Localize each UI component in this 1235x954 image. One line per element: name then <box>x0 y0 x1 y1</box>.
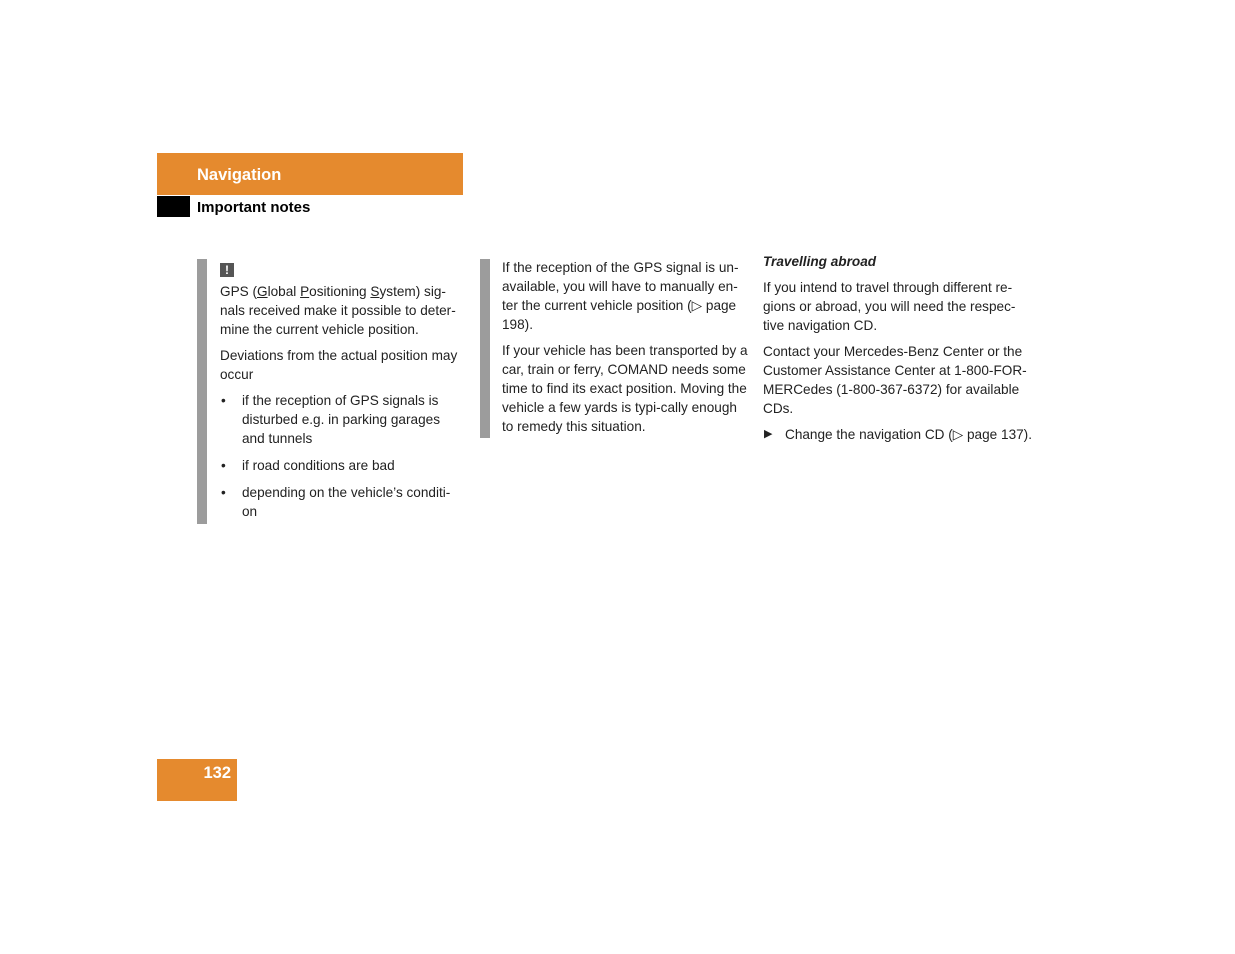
transport-paragraph: If your vehicle has been transported by a car, train or ferry, COMAND needs some time to find its exact position. Moving the vehicle a few yards is typi-cally enough to remedy this situation. <box>502 343 748 434</box>
step-arrow-icon: ▶ <box>764 428 773 440</box>
deviations-paragraph: Deviations from the actual position may occur <box>220 348 458 382</box>
section-heading: Travelling abroad <box>763 254 877 269</box>
bullet-list <box>220 391 465 521</box>
page-number: 132 <box>203 764 231 782</box>
bullet-icon: • <box>221 393 226 408</box>
list-item: • if road conditions are bad <box>221 458 395 473</box>
section-title: Navigation <box>197 166 282 184</box>
travel-paragraph: If you intend to travel through different re-gions or abroad, you will need the respec-tive navigation CD. <box>763 280 1016 333</box>
contact-paragraph: Contact your Mercedes-Benz Center or the Customer Assistance Center at 1-800-FOR-MERCedes (1-800-367-6372) for available CDs. <box>763 344 1027 416</box>
subsection-marker <box>157 196 190 217</box>
instruction-step: ▶ Change the navigation CD (▷ page 137). <box>764 427 1032 442</box>
warning-icon: ! <box>220 263 234 277</box>
bullet-icon: • <box>221 458 226 473</box>
list-item: • if the reception of GPS signals is disturbed e.g. in parking garages and tunnels <box>221 393 440 446</box>
subsection-title: Important notes <box>197 199 311 216</box>
page-number-box <box>157 759 237 801</box>
list-item: • depending on the vehicle’s conditi-on <box>221 485 451 519</box>
travelling-abroad-section <box>763 252 1033 444</box>
note-continuation <box>502 258 748 443</box>
warning-note <box>220 259 465 529</box>
gps-unavailable-paragraph: If the reception of the GPS signal is un-available, you will have to manually en-ter the current vehicle position (▷ page 198). <box>502 260 739 332</box>
bullet-icon: • <box>221 485 226 500</box>
note-bar-left <box>197 259 207 524</box>
gps-paragraph: GPS (Global Positioning System) sig-nals received make it possible to deter-mine the current vehicle position. <box>220 284 456 337</box>
section-header <box>157 153 463 195</box>
note-bar-middle <box>480 259 490 438</box>
